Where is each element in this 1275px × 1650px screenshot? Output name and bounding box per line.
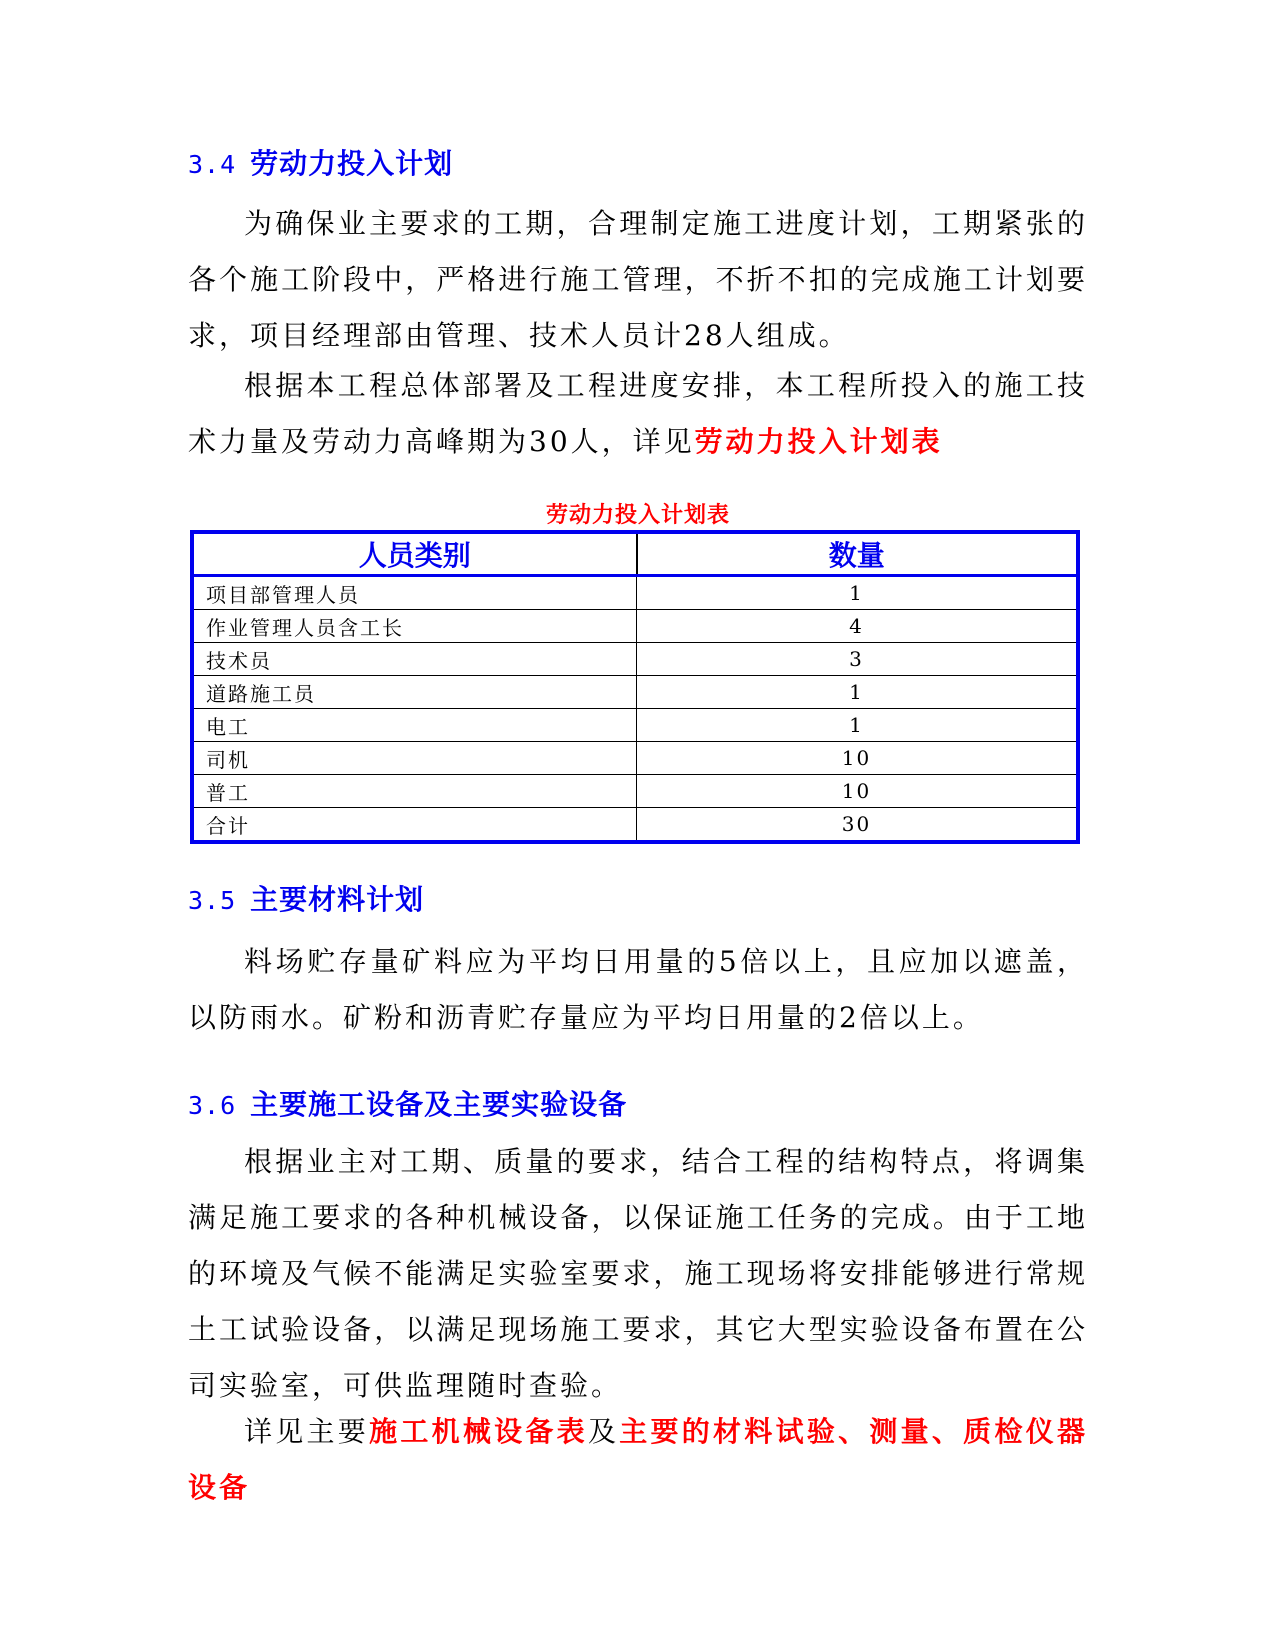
- cell-category: 作业管理人员含工长: [192, 610, 637, 643]
- paragraph-text: 详见主要: [244, 1415, 370, 1448]
- paragraph-text: 根据本工程总体部署及工程进度安排，本工程所投入的施工技术力量及劳动力高峰期为30人，详见: [188, 369, 1088, 458]
- cell-quantity: 10: [637, 742, 1079, 775]
- cell-quantity: 3: [637, 643, 1079, 676]
- cell-quantity: 1: [637, 576, 1079, 610]
- table-row: [192, 775, 1078, 808]
- labor-plan-table-reference: 劳动力投入计划表: [694, 425, 943, 458]
- section-number: 3.5: [188, 886, 237, 915]
- section-heading-3-5: [188, 878, 424, 918]
- paragraph-project-team: 为确保业主要求的工期，合理制定施工进度计划，工期紧张的各个施工阶段中，严格进行施工管理，不折不扣的完成施工计划要求，项目经理部由管理、技术人员计28人组成。: [188, 207, 1088, 352]
- table-row: [192, 742, 1078, 775]
- column-header-quantity: 数量: [637, 532, 1079, 576]
- labor-plan-table: [190, 530, 1080, 844]
- table-row: [192, 709, 1078, 742]
- paragraph-text: 及: [587, 1415, 620, 1448]
- cell-category: 合计: [192, 808, 637, 843]
- table-row: [192, 610, 1078, 643]
- paragraph-equipment-reference: [188, 1404, 1088, 1516]
- cell-quantity: 1: [637, 676, 1079, 709]
- section-heading-3-4: [188, 142, 453, 182]
- paragraph-equipment: 根据业主对工期、质量的要求，结合工程的结构特点，将调集满足施工要求的各种机械设备，以保证施工任务的完成。由于工地的环境及气候不能满足实验室要求，施工现场将安排能够进行常规土工试验设备，以满足现场施工要求，其它大型实验设备布置在公司实验室，可供监理随时查验。: [188, 1145, 1088, 1402]
- cell-quantity: 10: [637, 775, 1079, 808]
- section-title: 劳动力投入计划: [250, 147, 454, 180]
- table-caption: 劳动力投入计划表: [545, 502, 730, 528]
- cell-category: 司机: [192, 742, 637, 775]
- cell-quantity: 4: [637, 610, 1079, 643]
- cell-category: 项目部管理人员: [192, 576, 637, 610]
- table-row-total: [192, 808, 1078, 843]
- column-header-category: 人员类别: [192, 532, 637, 576]
- cell-quantity: 30: [637, 808, 1079, 843]
- table-header-row: [192, 532, 1078, 576]
- paragraph-material-storage: 料场贮存量矿料应为平均日用量的5倍以上，且应加以遮盖，以防雨水。矿粉和沥青贮存量应为平均日用量的2倍以上。: [188, 945, 1088, 1034]
- cell-quantity: 1: [637, 709, 1079, 742]
- instrument-table-reference: 主要的材料试验、测量、质检仪器设备: [188, 1415, 1088, 1504]
- cell-category: 电工: [192, 709, 637, 742]
- table-row: [192, 676, 1078, 709]
- cell-category: 道路施工员: [192, 676, 637, 709]
- section-number: 3.4: [188, 150, 237, 179]
- machinery-table-reference: 施工机械设备表: [369, 1415, 588, 1448]
- section-title: 主要材料计划: [250, 883, 425, 916]
- section-title: 主要施工设备及主要实验设备: [250, 1088, 628, 1121]
- section-heading-3-6: [188, 1083, 627, 1123]
- table-row: [192, 576, 1078, 610]
- table-row: [192, 643, 1078, 676]
- cell-category: 普工: [192, 775, 637, 808]
- section-number: 3.6: [188, 1091, 237, 1120]
- cell-category: 技术员: [192, 643, 637, 676]
- paragraph-labor-peak: [188, 358, 1088, 470]
